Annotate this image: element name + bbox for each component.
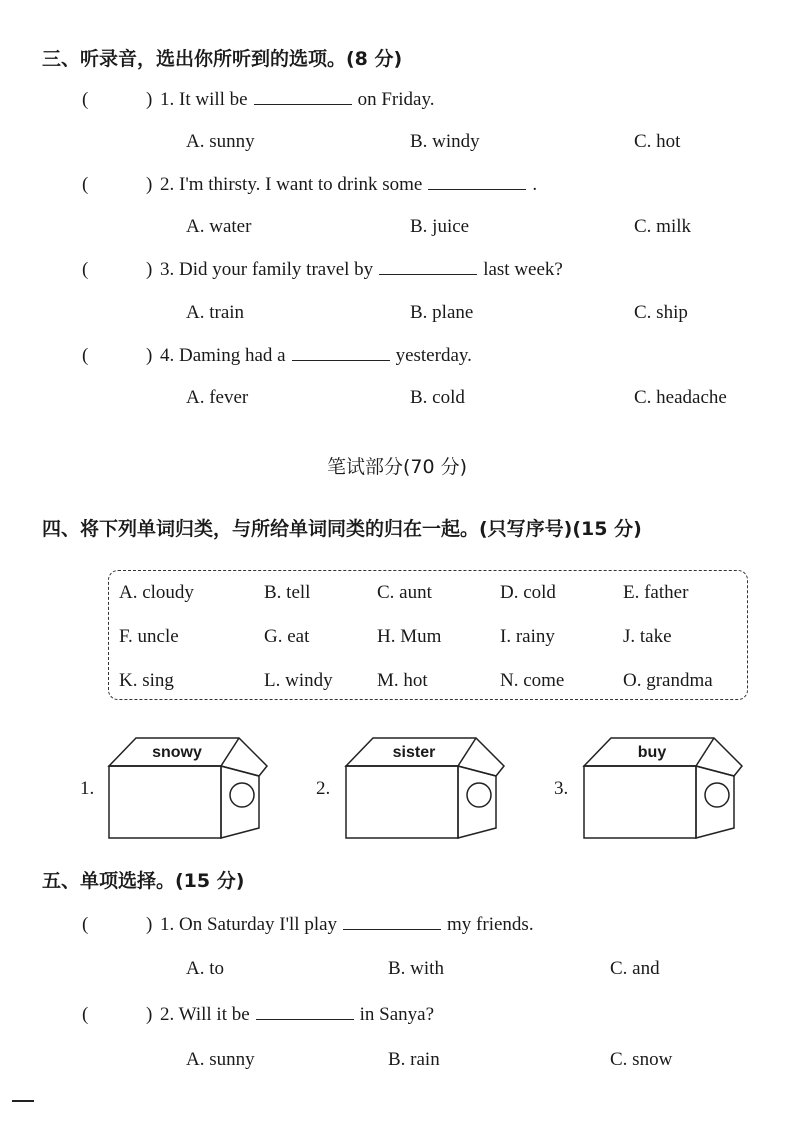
answer-blank [292,359,390,361]
word-item: E. father [623,582,689,603]
answer-paren-close: ) [146,1004,153,1025]
answer-paren-close: ) [146,89,153,110]
answer-blank [343,928,441,930]
option-b: B. with [388,958,444,979]
option-a: A. sunny [186,1049,255,1070]
word-item: N. come [500,670,565,691]
answer-paren-open: ( [82,259,89,280]
house-number: 2. [316,778,331,799]
question-s3-4 [160,345,472,367]
option-c: C. hot [634,131,681,152]
option-b: B. windy [410,131,480,152]
answer-paren-open: ( [82,89,89,110]
word-item: J. take [623,626,672,647]
question-text: 3. Did your family travel by [160,259,374,280]
section4-title: 四、将下列单词归类，与所给单词同类的归在一起。(只写序号)(15 分) [42,518,642,540]
answer-paren-close: ) [146,345,153,366]
option-c: C. ship [634,302,688,323]
question-text-end: . [532,174,538,195]
question-text: 4. Daming had a [160,345,286,366]
word-item: A. cloudy [119,582,194,603]
word-item: O. grandma [623,670,713,691]
question-text: 1. On Saturday I'll play [160,914,338,935]
answer-blank [256,1018,354,1020]
option-a: A. train [186,302,245,323]
word-item: K. sing [119,670,174,691]
question-s5-2 [160,1004,434,1026]
question-text-end: on Friday. [357,89,435,110]
answer-paren-open: ( [82,1004,89,1025]
written-part-heading: 笔试部分(70 分) [326,456,468,478]
word-item: F. uncle [119,626,179,647]
option-c: C. snow [610,1049,673,1070]
question-text-end: last week? [483,259,563,280]
answer-blank [428,188,526,190]
house-label: sister [392,744,436,761]
answer-paren-close: ) [146,174,153,195]
word-item: H. Mum [377,626,442,647]
question-text-end: yesterday. [395,345,472,366]
answer-blank [254,103,352,105]
option-a: A. to [186,958,224,979]
word-item: I. rainy [500,626,555,647]
section5-title: 五、单项选择。(15 分) [42,870,245,892]
option-b: B. rain [388,1049,440,1070]
question-text: 2. I'm thirsty. I want to drink some [160,174,423,195]
section3-title: 三、听录音，选出你所听到的选项。(8 分) [42,48,403,70]
word-bank-box [108,570,748,700]
question-s5-1 [160,914,534,936]
option-b: B. cold [410,387,465,408]
option-c: C. headache [634,387,727,408]
word-item: C. aunt [377,582,432,603]
house-number: 1. [80,778,95,799]
word-item: G. eat [264,626,310,647]
word-item: L. windy [264,670,333,691]
word-item: M. hot [377,670,428,691]
answer-paren-close: ) [146,914,153,935]
word-item: B. tell [264,582,311,603]
option-c: C. milk [634,216,692,237]
answer-paren-open: ( [82,345,89,366]
answer-paren-open: ( [82,174,89,195]
page-edge-mark [12,1100,34,1102]
question-text-end: my friends. [447,914,534,935]
question-text-end: in Sanya? [359,1004,435,1025]
answer-paren-close: ) [146,259,153,280]
option-a: A. water [186,216,252,237]
answer-blank [379,273,477,275]
question-text: 2. Will it be [160,1004,250,1025]
option-b: B. plane [410,302,474,323]
question-s3-3 [160,259,563,281]
answer-paren-open: ( [82,914,89,935]
word-item: D. cold [500,582,556,603]
question-text: 1. It will be [160,89,248,110]
question-s3-2 [160,174,537,196]
option-a: A. sunny [186,131,255,152]
option-a: A. fever [186,387,249,408]
option-c: C. and [610,958,660,979]
question-s3-1 [160,89,434,111]
house-label: snowy [152,744,202,761]
option-b: B. juice [410,216,470,237]
house-label: buy [637,744,667,761]
house-number: 3. [554,778,569,799]
